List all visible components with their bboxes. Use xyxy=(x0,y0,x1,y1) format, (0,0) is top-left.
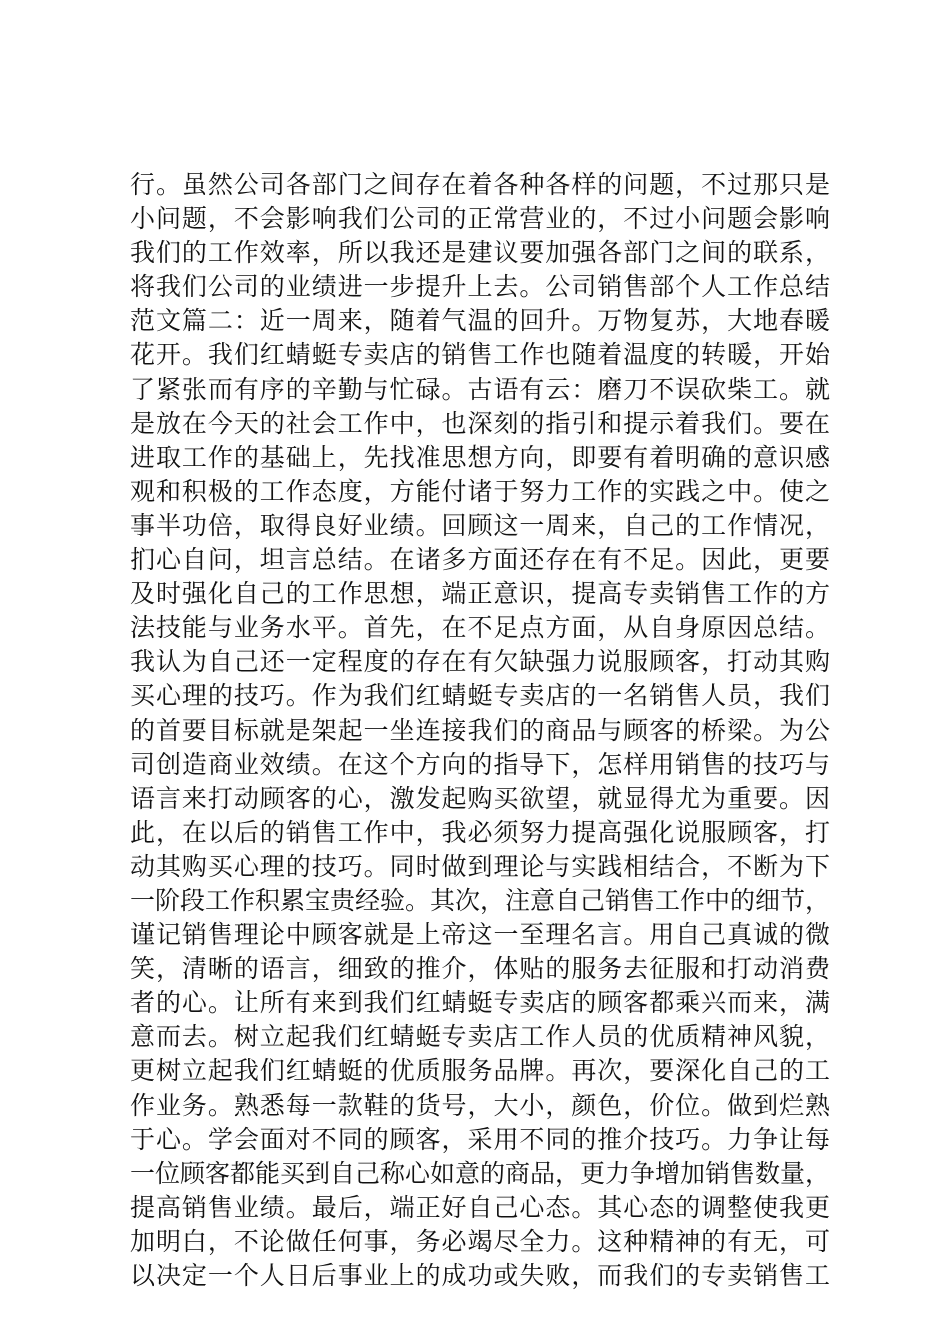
text-line: 作业务。熟悉每一款鞋的货号，大小，颜色，价位。做到烂熟 xyxy=(130,1090,830,1120)
body-text xyxy=(130,168,830,1293)
text-line: 法技能与业务水平。首先，在不足点方面，从自身原因总结。 xyxy=(130,613,830,643)
text-line: 范文篇二：近一周来，随着气温的回升。万物复苏，大地春暖 xyxy=(130,306,830,336)
text-line: 事半功倍，取得良好业绩。回顾这一周来，自己的工作情况， xyxy=(130,510,830,540)
text-line: 此，在以后的销售工作中，我必须努力提高强化说服顾客，打 xyxy=(130,817,830,847)
text-line: 花开。我们红蜻蜓专卖店的销售工作也随着温度的转暖，开始 xyxy=(130,340,830,370)
text-line: 将我们公司的业绩进一步提升上去。公司销售部个人工作总结 xyxy=(130,272,830,302)
text-line: 意而去。树立起我们红蜻蜓专卖店工作人员的优质精神风貌， xyxy=(130,1022,830,1052)
text-line: 一阶段工作积累宝贵经验。其次，注意自己销售工作中的细节， xyxy=(130,885,830,915)
text-line: 了紧张而有序的辛勤与忙碌。古语有云：磨刀不误砍柴工。就 xyxy=(130,374,830,404)
text-line: 的首要目标就是架起一坐连接我们的商品与顾客的桥梁。为公 xyxy=(130,715,830,745)
text-line: 小问题，不会影响我们公司的正常营业的，不过小问题会影响 xyxy=(130,204,830,234)
text-line: 更树立起我们红蜻蜓的优质服务品牌。再次，要深化自己的工 xyxy=(130,1056,830,1086)
text-line: 一位顾客都能买到自己称心如意的商品，更力争增加销售数量， xyxy=(130,1158,830,1188)
text-line: 扪心自问，坦言总结。在诸多方面还存在有不足。因此，更要 xyxy=(130,545,830,575)
text-line: 行。虽然公司各部门之间存在着各种各样的问题，不过那只是 xyxy=(130,170,830,199)
text-line: 语言来打动顾客的心，激发起购买欲望，就显得尤为重要。因 xyxy=(130,783,830,813)
text-line: 动其购买心理的技巧。同时做到理论与实践相结合，不断为下 xyxy=(130,851,830,881)
text-line: 谨记销售理论中顾客就是上帝这一至理名言。用自己真诚的微 xyxy=(130,920,830,950)
text-line: 我们的工作效率，所以我还是建议要加强各部门之间的联系， xyxy=(130,238,830,268)
text-line: 笑，清晰的语言，细致的推介，体贴的服务去征服和打动消费 xyxy=(130,954,830,984)
text-line: 观和积极的工作态度，方能付诸于努力工作的实践之中。使之 xyxy=(130,476,830,506)
text-line: 司创造商业效绩。在这个方向的指导下，怎样用销售的技巧与 xyxy=(130,749,830,779)
text-line: 是放在今天的社会工作中，也深刻的指引和提示着我们。要在 xyxy=(130,408,830,438)
text-line: 及时强化自己的工作思想，端正意识，提高专卖销售工作的方 xyxy=(130,579,830,609)
text-line: 买心理的技巧。作为我们红蜻蜓专卖店的一名销售人员，我们 xyxy=(130,681,830,711)
text-line: 进取工作的基础上，先找准思想方向，即要有着明确的意识感 xyxy=(130,442,830,472)
text-line: 于心。学会面对不同的顾客，采用不同的推介技巧。力争让每 xyxy=(130,1124,830,1154)
text-line: 以决定一个人日后事业上的成功或失败，而我们的专卖销售工 xyxy=(130,1261,830,1290)
text-line: 者的心。让所有来到我们红蜻蜓专卖店的顾客都乘兴而来，满 xyxy=(130,988,830,1018)
text-line: 提高销售业绩。最后，端正好自己心态。其心态的调整使我更 xyxy=(130,1192,830,1222)
text-line: 加明白，不论做任何事，务必竭尽全力。这种精神的有无，可 xyxy=(130,1226,830,1256)
text-line: 我认为自己还一定程度的存在有欠缺强力说服顾客，打动其购 xyxy=(130,647,830,677)
